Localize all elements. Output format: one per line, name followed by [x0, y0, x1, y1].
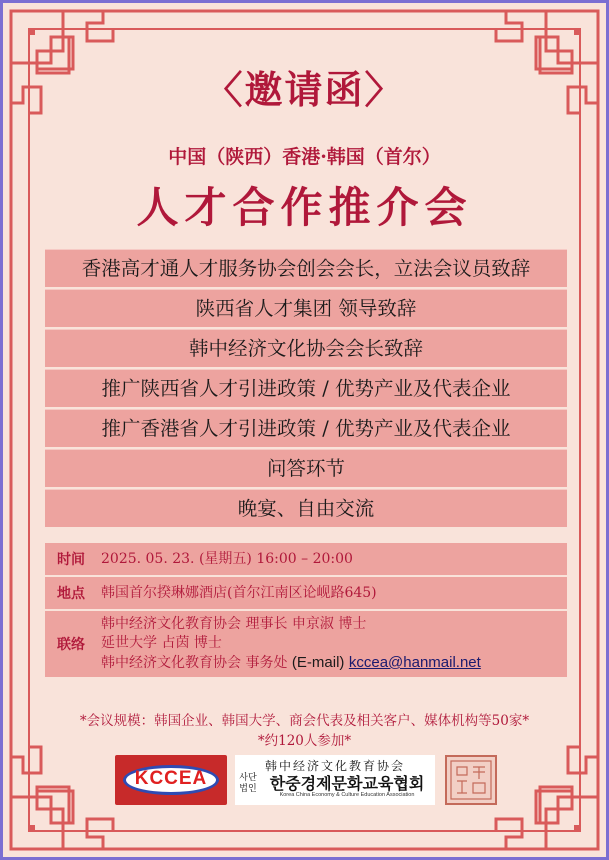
event-subtitle: 中国（陕西）香港·韩国（首尔） [168, 146, 441, 168]
program-list [45, 249, 567, 529]
program-item: 陕西省人才集团 领导致辞 [45, 289, 567, 327]
place-row [45, 577, 567, 609]
program-item: 推广陕西省人才引进政策 / 优势产业及代表企业 [45, 369, 567, 407]
program-item: 韩中经济文化协会会长致辞 [45, 329, 567, 367]
seal-stamp-icon [445, 755, 497, 805]
kccea-logo [115, 755, 227, 805]
contact-line: 韩中经济文化教育协会 理事长 申京淑 博士 [101, 616, 367, 632]
time-row [45, 543, 567, 575]
contact-line: 延世大学 占茵 博士 [101, 635, 222, 651]
event-details [45, 543, 567, 679]
logo-strip [105, 755, 525, 807]
scale-note: *会议规模：韩国企业、韩国大学、商会代表及相关客户、媒体机构等50家* [79, 713, 530, 729]
kccea-logo-text: KCCEA [134, 768, 208, 789]
time-value: 2025. 05. 23. (星期五) 16:00 – 20:00 [101, 550, 353, 567]
program-item: 问答环节 [45, 449, 567, 487]
association-name-cn: 韩中经济文化教育协会 [264, 759, 405, 773]
association-name-ko: 한중경제문화교육협회 [269, 774, 425, 793]
place-value: 韩国首尔揆琳娜酒店(首尔江南区论岘路645) [101, 584, 377, 601]
contact-value [97, 611, 567, 677]
contact-line [101, 653, 563, 673]
association-name-en: Korea China Economy & Culture Education Association [279, 792, 415, 798]
invitation-title: 〈邀请函〉 [204, 67, 405, 112]
email-link[interactable]: kccea@hanmail.net [348, 654, 481, 671]
program-item: 推广香港省人才引进政策 / 优势产业及代表企业 [45, 409, 567, 447]
place-label: 地点 [57, 586, 85, 602]
contact-row [45, 611, 567, 677]
contact-label: 联络 [57, 637, 85, 653]
email-label: (E-mail) [291, 654, 345, 671]
time-label: 时间 [57, 552, 85, 568]
seal-pattern-icon [447, 757, 495, 803]
program-item: 香港高才通人才服务协会创会会长，立法会议员致辞 [45, 249, 567, 287]
program-item: 晚宴、自由交流 [45, 489, 567, 527]
association-logo [235, 755, 435, 805]
contact-office: 韩中经济文化教育协会 事务处 [101, 655, 288, 671]
attendance-note: *约120人参加* [257, 733, 352, 749]
association-type: 사단 법인 [239, 773, 257, 794]
event-headline: 人才合作推介会 [136, 183, 473, 232]
